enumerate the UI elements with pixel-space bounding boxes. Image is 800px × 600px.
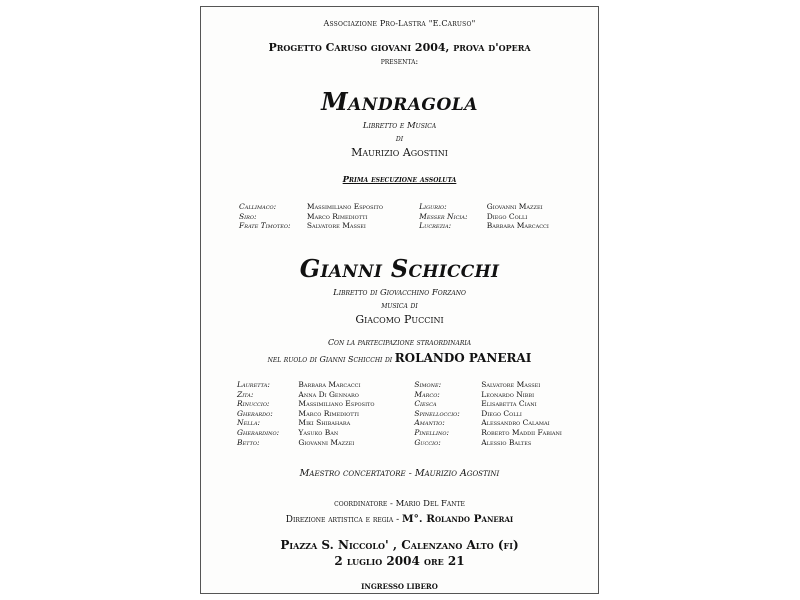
maestro-concertatore: Maestro concertatore - Maurizio Agostini (299, 468, 500, 479)
role-line-text: nel ruolo di Gianni Schicchi di (267, 355, 393, 364)
cast-role-left: Rinuccio: (237, 399, 270, 409)
cast-actor-right: Alessandro Calamai (481, 418, 550, 428)
cast-row (237, 438, 598, 448)
cast-actor-left: Yasuko Ban (298, 427, 339, 437)
cast-row (239, 202, 598, 212)
project-title: Progetto Caruso giovani 2004, prova d'opera (268, 41, 531, 54)
cast-actor-right: Alessio Baltes (481, 437, 532, 447)
cast-role-right: Simone: (414, 380, 442, 389)
cast-role-left: Frate Timoteo: (239, 221, 291, 231)
cast-actor-right: Barbara Marcacci (486, 221, 549, 231)
cast-role-right: Pinellino: (414, 427, 449, 437)
cast-row (237, 399, 598, 409)
cast-actor-left: Anna Di Gennaro (298, 389, 359, 399)
cast-role-left: Betto: (237, 437, 260, 447)
association-name: Associazione Pro-Lastra "E.Caruso" (323, 19, 476, 28)
presents-label: presenta: (380, 57, 419, 67)
venue: Piazza S. Niccolo' , Calenzano Alto (fi) (280, 538, 519, 552)
admission-label: INGRESSO LIBERO (361, 582, 438, 591)
cast-actor-left: Marco Rimediotti (298, 408, 359, 418)
opera2-composer: Giacomo Puccini (355, 313, 444, 326)
cast-actor-right: Leonardo Nibbi (481, 389, 535, 399)
cast-actor-left: Miki Shibahara (298, 418, 351, 428)
cast-role-left: Gherardo: (237, 408, 273, 418)
opera1-cast-table (239, 202, 598, 231)
cast-actor-left: Massimiliano Esposito (306, 202, 383, 211)
cast-actor-right: Roberto Maddii Fabiani (481, 427, 562, 437)
opera2-libretto: Libretto di Giovacchino Forzano (333, 288, 466, 298)
coordinator: coordinatore - Mario Del Fante (334, 499, 465, 509)
cast-role-left: Zita: (237, 389, 254, 399)
cast-role-right: Amantio: (414, 418, 445, 428)
cast-row (237, 390, 598, 400)
cast-role-right: Ligurio: (419, 202, 447, 211)
event-date: 2 luglio 2004 ore 21 (334, 554, 465, 568)
cast-role-right: Spinelloccio: (414, 408, 460, 418)
opera2-title: Gianni Schicchi (299, 254, 500, 283)
opera1-subtitle: Libretto e Musica (362, 121, 437, 131)
cast-actor-right: Giovanni Mazzei (486, 202, 543, 211)
opera1-di: di (395, 134, 404, 144)
cast-role-right: Lucrezia: (419, 221, 452, 231)
cast-actor-left: Marco Rimediotti (306, 211, 368, 221)
cast-role-right: Guccio: (414, 437, 441, 447)
star-name: ROLANDO PANERAI (394, 351, 532, 365)
cast-role-right: Ciesca (414, 399, 437, 409)
participation-label: Con la partecipazione straordinaria (327, 338, 472, 347)
opera2-cast-table (237, 380, 598, 447)
cast-actor-right: Diego Colli (481, 408, 522, 418)
poster-page (200, 6, 599, 594)
cast-role-left: Gherardino: (237, 427, 280, 437)
cast-role-right: Messer Nicia: (419, 211, 468, 221)
cast-row (237, 380, 598, 390)
cast-actor-right: Elisabetta Ciani (481, 399, 537, 409)
cast-actor-left: Salvatore Massei (306, 221, 366, 231)
opera1-composer: Maurizio Agostini (351, 146, 448, 159)
director-name: M°. Rolando Panerai (402, 513, 514, 525)
cast-actor-left: Giovanni Mazzei (298, 437, 355, 447)
cast-row (237, 418, 598, 428)
cast-actor-left: Barbara Marcacci (298, 380, 361, 389)
direction (201, 513, 598, 525)
cast-row (239, 221, 598, 231)
cast-role-right: Marco: (414, 389, 440, 399)
cast-role-left: Lauretta: (237, 380, 270, 389)
cast-row (237, 409, 598, 419)
opera2-musica-label: musica di (381, 301, 418, 311)
cast-row (237, 428, 598, 438)
cast-role-left: Callimaco: (239, 202, 277, 211)
role-line (201, 351, 598, 365)
cast-row (239, 212, 598, 222)
direction-label: Direzione artistica e regia - (285, 515, 400, 525)
cast-role-left: Nella: (237, 418, 260, 428)
cast-actor-left: Massimiliano Esposito (298, 399, 375, 409)
opera1-title: Mandragola (321, 87, 478, 116)
cast-role-left: Siro: (239, 211, 257, 221)
cast-actor-right: Diego Colli (486, 211, 528, 221)
cast-actor-right: Salvatore Massei (481, 380, 541, 389)
premiere-label: Prima esecuzione assoluta (342, 175, 457, 185)
